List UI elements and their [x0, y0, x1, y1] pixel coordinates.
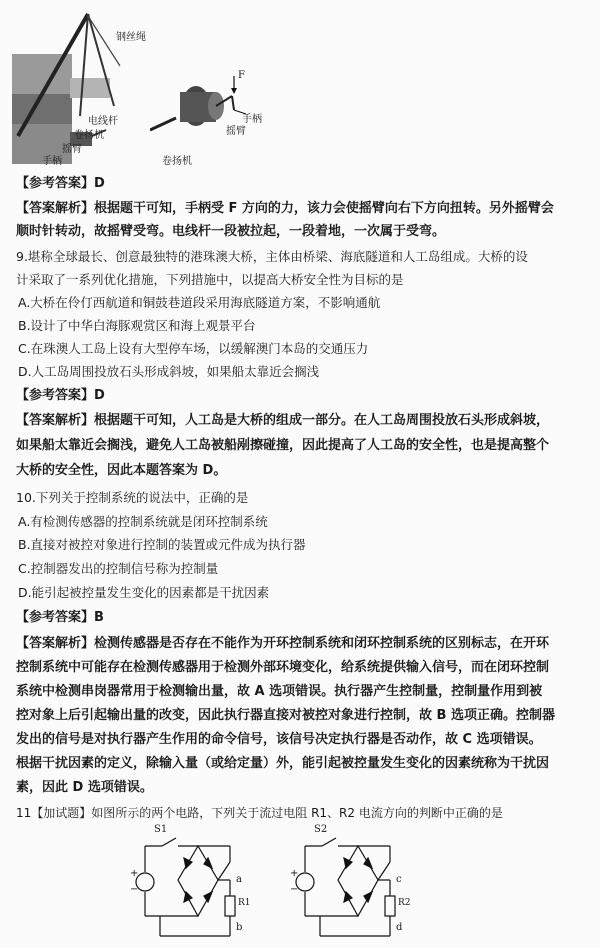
q10-analysis-line-7: 素，因此 D 选项错误。: [16, 780, 153, 795]
circuit-1: [136, 838, 235, 936]
q9-option-b: B.设计了中华白海豚观赏区和海上观景平台: [18, 318, 256, 333]
q10-analysis-line-3: 系统中检测串岗器常用于检测输出量，故 A 选项错误。执行器产生控制量，控制量作用到被: [16, 684, 543, 699]
q10-analysis-line-1: 【答案解析】检测传感器是否存在不能作为开环控制系统和闭环控制系统的区别标志，在开环: [16, 636, 550, 651]
q10-analysis-line-4: 控对象上后引起输出量的改变，因此执行器直接对被控对象进行控制，故 B 选项正确。控制器: [16, 708, 555, 723]
circuit-1-node-b: b: [236, 922, 243, 933]
circuit-2-node-c: c: [396, 874, 402, 885]
q8-answer: 【参考答案】D: [16, 176, 105, 191]
q11-circuit-figure: [120, 824, 540, 948]
label-wire-rope: 钢丝绳: [116, 32, 146, 43]
q10-analysis-line-6: 根据干扰因素的定义，除输入量（或给定量）外，能引起被控量发生变化的因素统称为干扰因: [16, 756, 550, 771]
q11-stem: 11【加试题】如图所示的两个电路，下列关于流过电阻 R1、R2 电流方向的判断中正确的是: [16, 806, 503, 820]
q9-analysis-line-2: 如果船太靠近会搁浅，避免人工岛被船剐擦碰撞，因此提高了人工岛的安全性，也是提高整个: [16, 438, 550, 453]
circuit-1-minus: −: [130, 884, 139, 895]
circuit-2-node-d: d: [396, 922, 403, 933]
q10-option-d: D.能引起被控量发生变化的因素都是干扰因素: [18, 585, 270, 600]
label-winch: 卷扬机: [74, 130, 104, 141]
q9-option-a: A.大桥在伶仃西航道和铜鼓巷道段采用海底隧道方案，不影响通航: [18, 295, 381, 310]
q10-option-b: B.直接对被控对象进行控制的装置或元件成为执行器: [18, 537, 306, 552]
q8-analysis-line-2: 顺时针转动，故摇臂受弯。电线杆一段被拉起，一段着地，一次属于受弯。: [16, 224, 446, 239]
circuit-1-plus: +: [130, 868, 139, 879]
circuit-2-resistor-label: R2: [398, 898, 411, 908]
circuit-2: [296, 838, 395, 936]
q10-option-a: A.有检测传感器的控制系统就是闭环控制系统: [18, 514, 268, 529]
circuit-1-resistor-label: R1: [238, 898, 251, 908]
q9-analysis-line-1: 【答案解析】根据题干可知，人工岛是大桥的组成一部分。在人工岛周围投放石头形成斜坡，: [16, 413, 550, 428]
circuit-1-node-a: a: [236, 874, 242, 885]
circuit-2-minus: −: [290, 884, 299, 895]
label-pole: 电线杆: [88, 116, 118, 127]
q10-stem: 10.下列关于控制系统的说法中，正确的是: [16, 490, 249, 505]
circuit-2-switch-label: S2: [314, 824, 328, 835]
circuit-diagrams: [120, 832, 540, 948]
label-handle-2: 手柄: [242, 114, 262, 125]
label-handle: 手柄: [42, 156, 62, 167]
q9-option-c: C.在珠澳人工岛上设有大型停车场，以缓解澳门本岛的交通压力: [18, 341, 369, 356]
circuit-2-plus: +: [290, 868, 299, 879]
q8-analysis-line-1: 【答案解析】根据题干可知，手柄受 F 方向的力，该力会使摇臂向右下方向扭转。另外摇臂会: [16, 201, 554, 216]
q10-analysis-line-2: 控制系统中可能存在检测传感器用于检测外部环境变化，给系统提供输入信号，而在闭环控制: [16, 660, 550, 675]
q10-answer: 【参考答案】B: [16, 610, 104, 625]
label-rocker-2: 摇臂: [226, 126, 246, 137]
q10-analysis-line-5: 发出的信号是对执行器产生作用的命令信号，该信号决定执行器是否动作，故 C 选项错误。: [16, 732, 542, 747]
q9-stem-line-2: 计采取了一系列优化措施，下列措施中，以提高大桥安全性为目标的是: [16, 272, 404, 287]
q9-option-d: D.人工岛周围投放石头形成斜坡，如果船太靠近会搁浅: [18, 364, 320, 379]
q9-answer: 【参考答案】D: [16, 388, 105, 403]
winch-closeup-figure: [150, 70, 270, 170]
label-rocker: 摇臂: [62, 144, 82, 155]
circuit-1-switch-label: S1: [154, 824, 168, 835]
q9-analysis-line-3: 大桥的安全性，因此本题答案为 D。: [16, 463, 227, 478]
q10-option-c: C.控制器发出的控制信号称为控制量: [18, 561, 219, 576]
q9-stem-line-1: 9.堪称全球最长、创意最独特的港珠澳大桥，主体由桥梁、海底隧道和人工岛组成。大桥的设: [16, 249, 528, 264]
label-force: F: [238, 70, 245, 81]
label-winch-2: 卷扬机: [162, 156, 192, 167]
